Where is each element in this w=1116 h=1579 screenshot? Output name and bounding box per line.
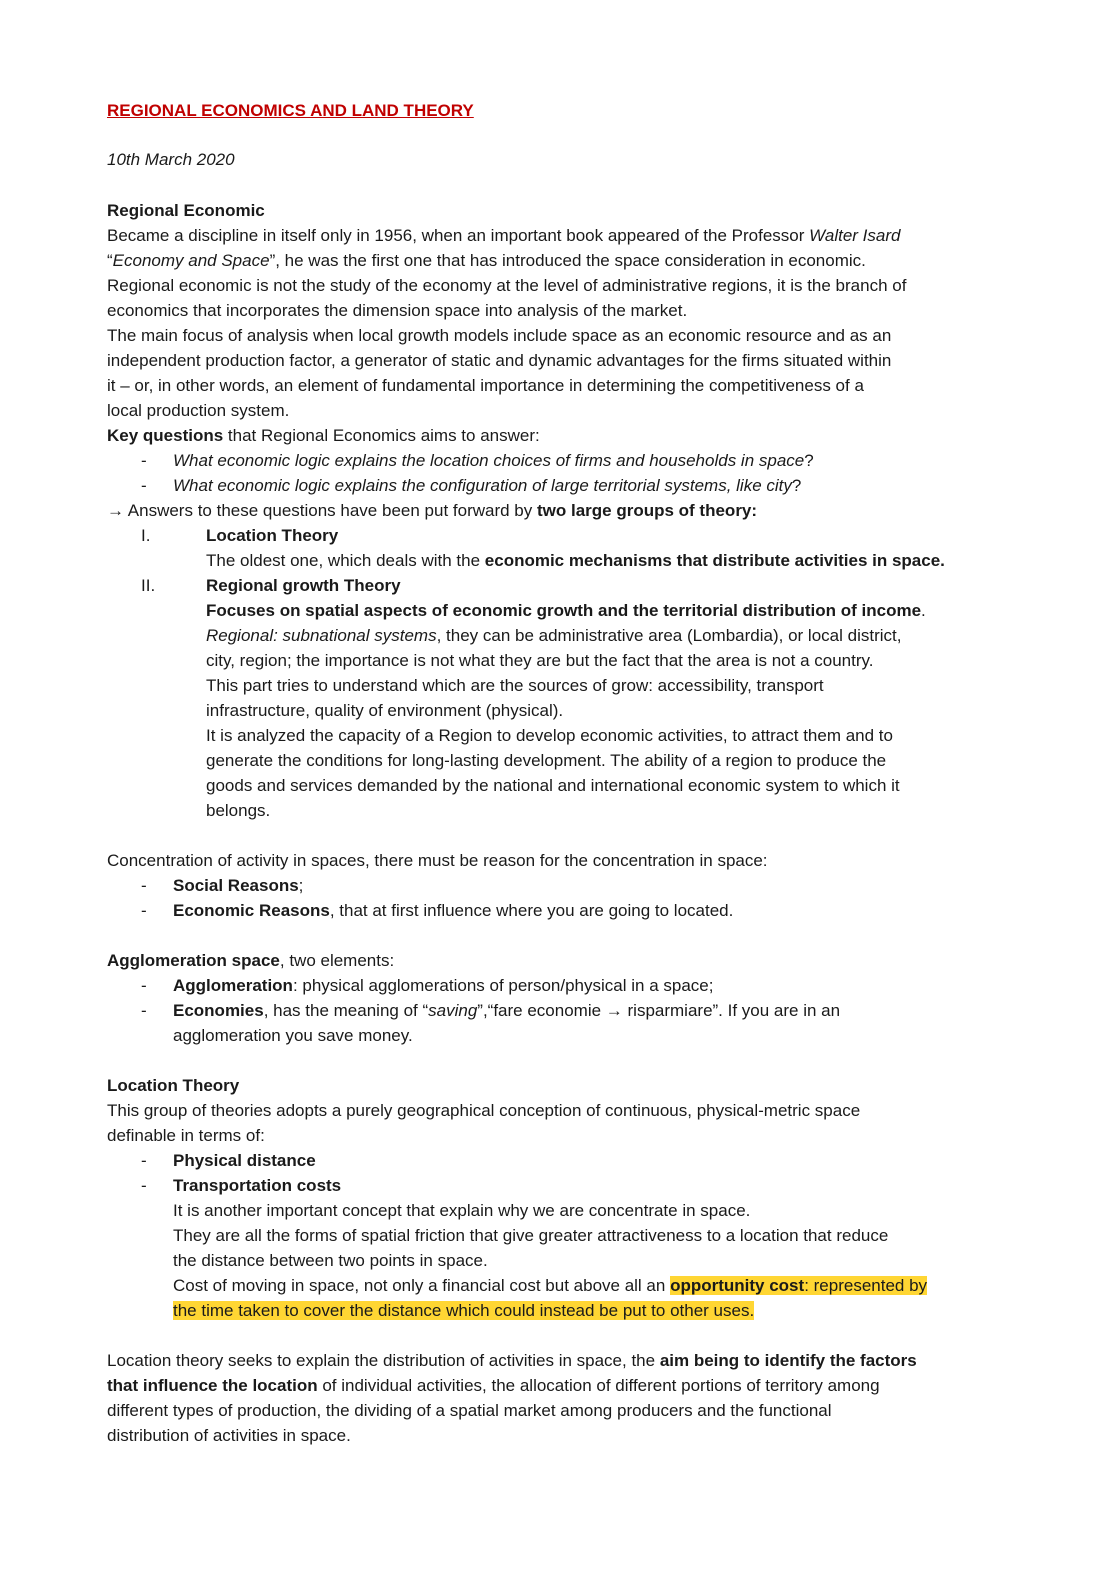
paragraph-line [206, 625, 901, 647]
text: Cost of moving in space, not only a financial cost but above all an [173, 1276, 671, 1295]
paragraph-line: generate the conditions for long-lasting development. The ability of a region to produce the [206, 751, 887, 770]
paragraph-line: It is another important concept that explain why we are concentrate in space. [173, 1201, 751, 1220]
text-bold: economic mechanisms that distribute activities in space. [484, 551, 945, 570]
document-date: 10th March 2020 [107, 150, 235, 169]
paragraph-line: city, region; the importance is not what they are but the fact that the area is not a country. [206, 651, 874, 670]
text: , they can be administrative area (Lombardia), or local district, [436, 626, 902, 645]
paragraph-line: Regional economic is not the study of the economy at the level of administrative regions, it is the branch of [107, 276, 907, 295]
text: of individual activities, the allocation of different portions of territory among [317, 1376, 880, 1395]
bullet-dash: - [141, 976, 147, 995]
paragraph-line: local production system. [107, 401, 290, 420]
list-item [107, 975, 1007, 997]
subheading: Location Theory [206, 526, 339, 545]
text: , two elements: [279, 951, 395, 970]
text: . [921, 601, 926, 620]
paragraph-line: infrastructure, quality of environment (physical). [206, 701, 564, 720]
text: The oldest one, which deals with the [206, 551, 485, 570]
text-bold: that influence the location [107, 1376, 318, 1395]
paragraph-line [206, 600, 926, 622]
highlighted-text: the time taken to cover the distance which could instead be put to other uses. [173, 1301, 755, 1320]
text-bold: Agglomeration space [107, 951, 280, 970]
paragraph-line [107, 950, 394, 972]
text: , that at first influence where you are going to located. [329, 901, 734, 920]
bullet-dash: - [141, 1001, 147, 1020]
paragraph-line: This group of theories adopts a purely geographical conception of continuous, physical-metric space [107, 1101, 861, 1120]
paragraph-line: They are all the forms of spatial friction that give greater attractiveness to a location that reduce [173, 1226, 889, 1245]
section-heading-location-theory: Location Theory [107, 1076, 240, 1095]
list-item [107, 475, 1007, 497]
list-item [107, 1000, 1007, 1022]
text-bold: aim being to identify the factors [659, 1351, 917, 1370]
paragraph-line: distribution of activities in space. [107, 1426, 351, 1445]
text: ”, he was the first one that has introduced the space consideration in economic. [269, 251, 866, 270]
bullet-dash: - [141, 876, 147, 895]
author-name: Walter Isard [809, 226, 901, 245]
paragraph-line: goods and services demanded by the national and international economic system to which it [206, 776, 900, 795]
roman-list-item [107, 575, 1007, 597]
book-title: Economy and Space [112, 251, 270, 270]
text-bold: Social Reasons [173, 876, 299, 895]
text-bold: Economies [173, 1001, 264, 1020]
question-mark: ? [791, 476, 802, 495]
text: Became a discipline in itself only in 1956, when an important book appeared of the Professor [107, 226, 810, 245]
section-heading-regional-economic: Regional Economic [107, 201, 265, 220]
paragraph-line: The main focus of analysis when local growth models include space as an economic resource and as an [107, 326, 892, 345]
list-item [107, 900, 1007, 922]
document-title: REGIONAL ECONOMICS AND LAND THEORY [107, 101, 474, 120]
paragraph-line: different types of production, the dividing of a spatial market among producers and the functional [107, 1401, 832, 1420]
bullet-dash: - [141, 901, 147, 920]
paragraph-line: economics that incorporates the dimension space into analysis of the market. [107, 301, 688, 320]
text-italic: Regional: subnational systems [206, 626, 437, 645]
text-bold: Focuses on spatial aspects of economic growth and the territorial distribution of income [206, 601, 922, 620]
paragraph-line [107, 1350, 917, 1372]
paragraph-line [107, 425, 540, 447]
roman-numeral: I. [141, 526, 151, 545]
paragraph-line: agglomeration you save money. [173, 1026, 413, 1045]
paragraph-line: definable in terms of: [107, 1126, 265, 1145]
paragraph-line [206, 550, 945, 572]
text: ”,“fare economie → risparmiare”. If you are in an [477, 1001, 841, 1020]
key-questions-label: Key questions [107, 426, 224, 445]
text-bold: two large groups of theory: [536, 501, 758, 520]
text: → Answers to these questions have been put forward by [107, 501, 537, 520]
question-text: What economic logic explains the configuration of large territorial systems, like city [173, 476, 792, 495]
roman-numeral: II. [141, 576, 156, 595]
text: “ [107, 251, 113, 270]
bullet-dash: - [141, 1176, 147, 1195]
list-item [107, 1175, 1007, 1197]
text: Location theory seeks to explain the distribution of activities in space, the [107, 1351, 660, 1370]
paragraph-line: belongs. [206, 801, 271, 820]
text: , has the meaning of “ [263, 1001, 429, 1020]
paragraph-line [173, 1275, 927, 1297]
text: ; [298, 876, 304, 895]
paragraph-line: This part tries to understand which are the sources of grow: accessibility, transport [206, 676, 824, 695]
question-text: What economic logic explains the location choices of firms and households in space [173, 451, 805, 470]
highlighted-text: : represented by [804, 1276, 928, 1295]
subheading: Regional growth Theory [206, 576, 401, 595]
text: that Regional Economics aims to answer: [223, 426, 540, 445]
highlighted-bold-text: opportunity cost [670, 1276, 805, 1295]
text-bold: Agglomeration [173, 976, 293, 995]
text: : physical agglomerations of person/physical in a space; [292, 976, 714, 995]
text-bold: Transportation costs [173, 1176, 342, 1195]
list-item [107, 875, 1007, 897]
list-item [107, 450, 1007, 472]
paragraph-line: the distance between two points in space. [173, 1251, 488, 1270]
paragraph-line [107, 500, 757, 522]
text-bold: Economic Reasons [173, 901, 330, 920]
roman-list-item [107, 525, 1007, 547]
paragraph-line: It is analyzed the capacity of a Region to develop economic activities, to attract them and to [206, 726, 893, 745]
paragraph-line [173, 1300, 754, 1322]
paragraph-line: Concentration of activity in spaces, there must be reason for the concentration in space: [107, 851, 768, 870]
question-mark: ? [804, 451, 814, 470]
bullet-dash: - [141, 451, 147, 470]
paragraph-line [107, 225, 900, 247]
bullet-dash: - [141, 1151, 147, 1170]
text-italic: saving [428, 1001, 478, 1020]
paragraph-line [107, 250, 866, 272]
text-bold: Physical distance [173, 1151, 316, 1170]
paragraph-line: independent production factor, a generator of static and dynamic advantages for the firms situated within [107, 351, 892, 370]
paragraph-line: it – or, in other words, an element of fundamental importance in determining the competitiveness of a [107, 376, 864, 395]
list-item [107, 1150, 1007, 1172]
paragraph-line [107, 1375, 880, 1397]
bullet-dash: - [141, 476, 147, 495]
